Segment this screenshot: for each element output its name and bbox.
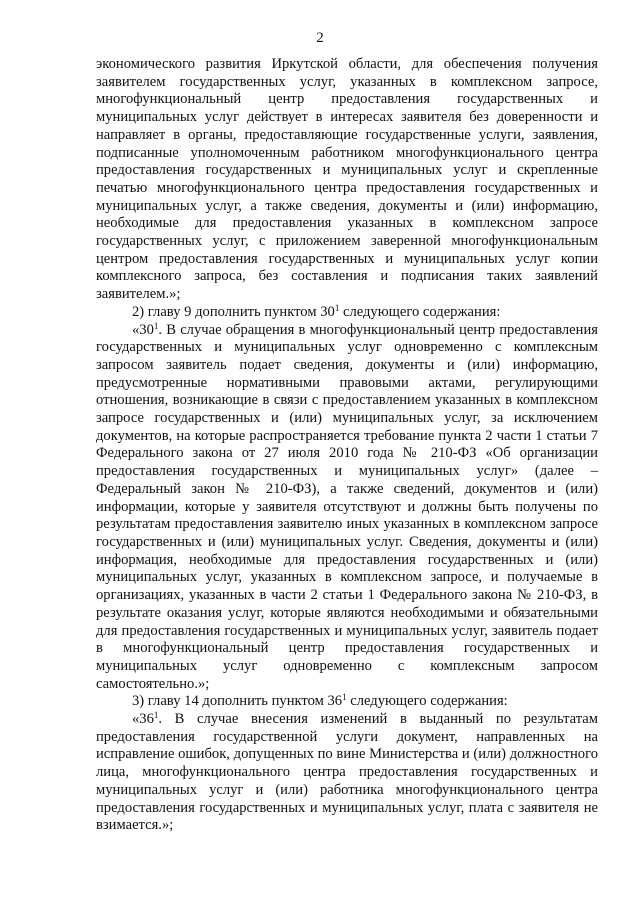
text-line: направляет в органы, предоставляющие государственные услуги, заявления, xyxy=(96,126,598,143)
document-body xyxy=(96,56,598,835)
text-line: отношения, возникающие в связи с предоставлением указанных в комплексном xyxy=(96,392,598,409)
text-line: результате оказания услуг, которые являются необходимыми и обязательными xyxy=(96,604,598,621)
text-line: государственных и (или) муниципальных услуг. Сведения, документы и (или) xyxy=(96,533,598,550)
text-line: предоставления государственных и муниципальных услуг, плата с заявителя не xyxy=(96,799,598,816)
text-line: предоставления государственной услуги документ, направленных на xyxy=(96,728,598,745)
amendment-intro: 3) главу 14 дополнить пунктом $36^1$ следующего содержания: xyxy=(132,692,508,710)
text-line: муниципальных услуг, указанных в комплексном запросе, и получаемые в xyxy=(96,569,598,586)
text-line: предоставления государственных и муниципальных услуг» (далее – xyxy=(96,463,598,480)
text-line: подписанные уполномоченным работником многофункционального центра xyxy=(96,144,598,161)
amendment-intro: 2) главу 9 дополнить пунктом $30^1$ следующего содержания: xyxy=(132,302,501,320)
text-line: организациях, указанных в части 2 статьи 1 Федерального закона № 210-ФЗ, в xyxy=(96,587,598,604)
text-line: необходимые для предоставления указанных в комплексном запросе xyxy=(96,215,598,232)
text-line: печатью многофункционального центра предоставления государственных и xyxy=(96,179,598,196)
text-line: документов, на которые распространяется требование пункта 2 части 1 статьи 7 xyxy=(96,427,598,444)
text-line: центром предоставления государственных и муниципальных услуг копии xyxy=(96,250,598,267)
text-line: предоставления государственных и муниципальных услуг и скрепленные xyxy=(96,162,598,179)
text-line: государственных и муниципальных услуг одновременно с комплексным xyxy=(96,339,598,356)
text-line: информация, необходимые для предоставления государственных и (или) xyxy=(96,551,598,568)
page-number: 2 xyxy=(316,30,324,46)
text-line: муниципальных услуг одновременно с комплексным запросом xyxy=(96,657,598,674)
text-line: самостоятельно.»; xyxy=(96,675,210,692)
text-line: для предоставления государственных и муниципальных услуг, заявитель подает xyxy=(96,622,598,639)
text-line: государственных услуг, с приложением заверенной многофункциональным xyxy=(96,233,598,250)
text-line: заявителем государственных услуг, указанных в комплексном запросе, xyxy=(96,73,598,90)
text-line: в многофункциональный центр предоставления государственных и xyxy=(96,640,598,657)
amendment-first-line: «$36^1$. В случае внесения изменений в выданный по результатам xyxy=(132,710,598,728)
text-line: Федеральный закон № 210-ФЗ), а также сведений, документов и (или) xyxy=(96,480,598,497)
text-line: запросом заявитель подает сведения, документы и (или) информацию, xyxy=(96,356,598,373)
text-line: предусмотренные нормативными правовыми актами, регулирующими xyxy=(96,374,598,391)
text-line: Федерального закона от 27 июля 2010 года № 210-ФЗ «Об организации xyxy=(96,445,598,462)
text-line: муниципальных услуг, а также сведения, документы и (или) информацию, xyxy=(96,197,598,214)
text-line: комплексного запроса, без составления и подписания таких заявлений xyxy=(96,268,598,285)
text-line: заявителем.»; xyxy=(96,286,181,303)
text-line: муниципальных услуг и (или) работника многофункционального центра xyxy=(96,781,598,798)
text-line: результатам предоставления заявителю иных указанных в комплексном запросе xyxy=(96,516,598,533)
text-line: многофункциональный центр предоставления государственных и xyxy=(96,91,598,108)
text-line: исправление ошибок, допущенных по вине Министерства и (или) должностного xyxy=(96,746,598,763)
text-line: муниципальных услуг действует в интересах заявителя без доверенности и xyxy=(96,109,598,126)
text-line: взимается.»; xyxy=(96,817,174,834)
amendment-first-line: «$30^1$. В случае обращения в многофункциональный центр предоставления xyxy=(132,320,598,338)
text-line: экономического развития Иркутской области, для обеспечения получения xyxy=(96,56,598,72)
text-line: запросе государственных и (или) муниципальных услуг, за исключением xyxy=(96,410,598,427)
text-line: информации, которые у заявителя отсутствуют и должны быть получены по xyxy=(96,498,598,515)
text-line: лица, многофункционального центра предоставления государственных и xyxy=(96,764,598,781)
